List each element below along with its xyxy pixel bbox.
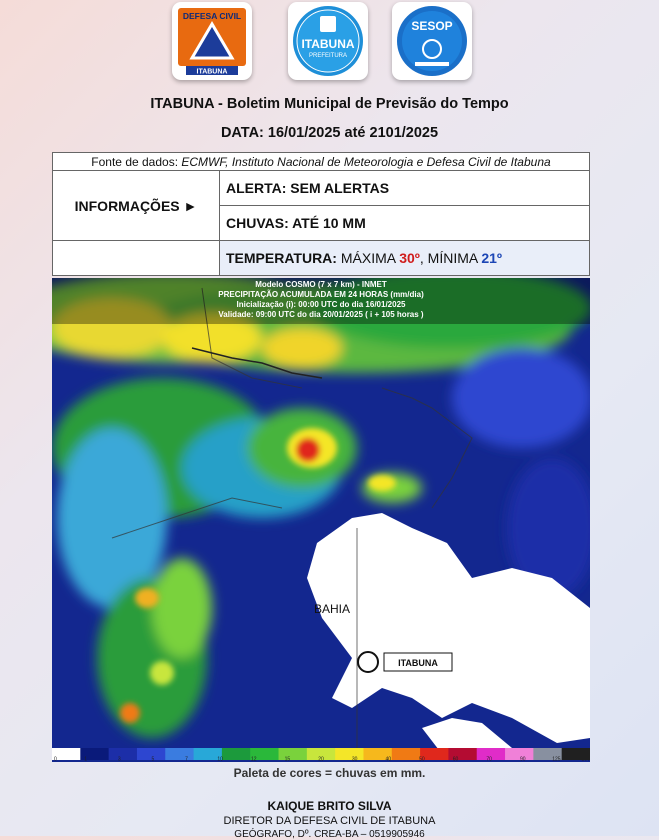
map-init-label: Inicialização (i): 00:00 UTC do dia 16/01/2025: [236, 300, 406, 309]
map-validity-label: Validade: 09:00 UTC do dia 20/01/2025 ( i + 105 horas ): [218, 310, 424, 319]
color-scale-tick: 50: [419, 756, 425, 762]
info-table: [52, 152, 590, 276]
itabuna-logo-text: ITABUNA: [301, 37, 355, 51]
itabuna-marker-icon: [358, 652, 378, 672]
data-source-text: ECMWF, Instituto Nacional de Meteorologia e Defesa Civil de Itabuna: [181, 154, 551, 169]
color-scale-tick: 125: [552, 756, 561, 762]
color-scale-tick: 1: [84, 756, 88, 762]
temperature-row: [220, 241, 590, 276]
color-scale-swatch: [165, 748, 194, 760]
color-scale-tick: 60: [452, 756, 459, 762]
temperature-max-label: MÁXIMA: [336, 250, 400, 266]
signature-role: DIRETOR DA DEFESA CIVIL DE ITABUNA: [223, 815, 436, 827]
temperature-min-value: 21º: [481, 250, 503, 266]
color-scale-tick: 70: [486, 756, 492, 762]
defesa-civil-logo-text: DEFESA CIVIL: [182, 11, 242, 21]
data-source-prefix: Fonte de dados:: [91, 154, 182, 169]
signature-credential: GEÓGRAFO, Dº. CREA-BA – 0519905946: [234, 829, 425, 840]
color-scale-tick: 0: [54, 756, 57, 762]
info-label: INFORMAÇÕES ►: [53, 171, 220, 241]
bulletin-title: ITABUNA - Boletim Municipal de Previsão do Tempo: [150, 96, 509, 112]
color-scale-tick: 40: [385, 756, 392, 762]
color-scale-tick: 90: [519, 756, 526, 762]
color-scale-tick: 10: [217, 756, 223, 762]
color-scale-swatch: [222, 748, 251, 760]
map-model-label: Modelo COSMO (7 x 7 km) - INMET: [255, 280, 387, 289]
defesa-civil-logo-subtext: ITABUNA: [196, 68, 228, 76]
color-scale-tick: 30: [351, 756, 358, 762]
itabuna-prefeitura-logo: [288, 2, 368, 80]
precipitation-map: [52, 278, 590, 762]
bulletin-date: DATA: 16/01/2025 até 2101/2025: [220, 125, 439, 141]
rain-value: CHUVAS: ATÉ 10 MM: [220, 206, 590, 241]
signature-name: KAIQUE BRITO SILVA: [267, 799, 392, 813]
itabuna-label: ITABUNA: [398, 658, 438, 668]
data-source-cell: [53, 153, 590, 171]
map-title: PRECIPITAÇÃO ACUMULADA EM 24 HORAS (mm/dia): [218, 290, 424, 299]
color-scale-tick: 200: [581, 756, 590, 762]
sesop-logo-text: SESOP: [411, 19, 453, 33]
color-scale-swatch: [279, 748, 308, 760]
color-scale-tick: 7: [185, 756, 188, 762]
color-scale-swatch: [335, 748, 364, 760]
colorbar-caption: Paleta de cores = chuvas em mm.: [233, 766, 426, 780]
color-scale-tick: 20: [318, 756, 324, 762]
temperature-max-value: 30º: [399, 250, 420, 266]
alert-value: ALERTA: SEM ALERTAS: [220, 171, 590, 206]
color-scale-swatch: [109, 748, 138, 760]
itabuna-logo-subtext: PREFEITURA: [308, 53, 348, 59]
color-scale-tick: 12: [250, 756, 257, 762]
color-scale-swatch: [392, 748, 421, 760]
info-label-spacer: [53, 241, 220, 276]
defesa-civil-logo: [172, 2, 252, 80]
color-scale-tick: 15: [284, 756, 291, 762]
sesop-logo: [392, 2, 472, 80]
color-scale-tick: 5: [151, 756, 155, 762]
temperature-min-label: , MÍNIMA: [419, 250, 482, 266]
temperature-label: TEMPERATURA:: [226, 250, 337, 266]
color-scale-tick: 3: [117, 756, 121, 762]
bahia-label: BAHIA: [314, 602, 351, 616]
